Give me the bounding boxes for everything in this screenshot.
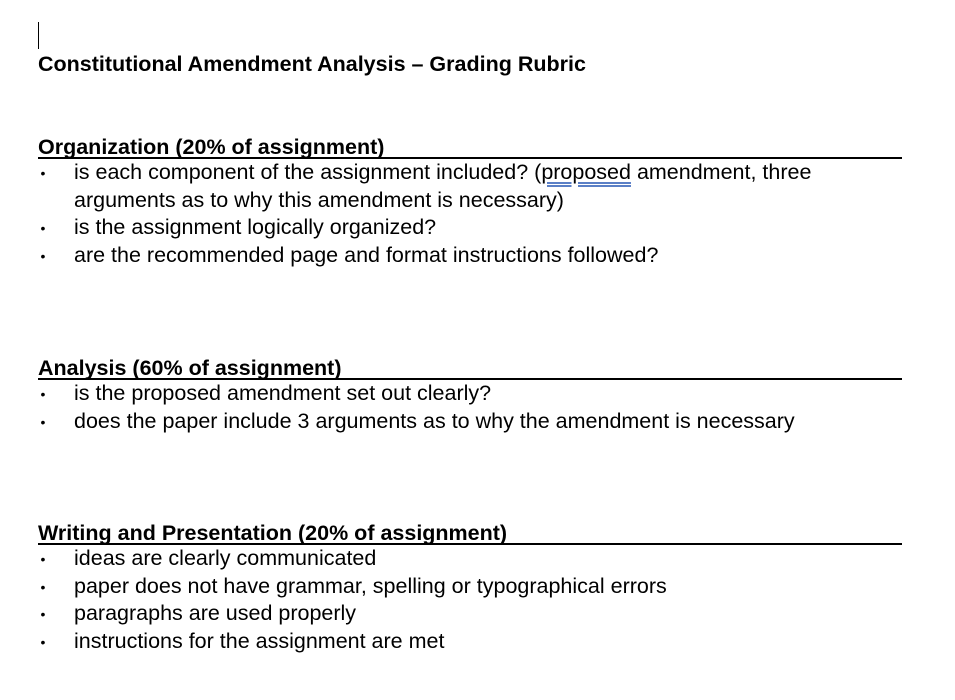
bullet-icon: • bbox=[40, 220, 46, 236]
list-item bbox=[38, 600, 902, 628]
section-organization bbox=[38, 135, 902, 269]
section-analysis bbox=[38, 356, 902, 435]
writing-criteria-list bbox=[38, 545, 902, 655]
criterion-text: is the proposed amendment set out clearly? bbox=[74, 381, 492, 405]
bullet-icon: • bbox=[40, 551, 46, 567]
list-item bbox=[38, 628, 902, 656]
document-title: Constitutional Amendment Analysis – Grading Rubric bbox=[38, 52, 586, 76]
analysis-criteria-list bbox=[38, 380, 902, 435]
list-item bbox=[38, 214, 902, 242]
section-writing-presentation bbox=[38, 521, 902, 655]
criterion-text: are the recommended page and format instructions followed? bbox=[74, 242, 659, 267]
criterion-text-end: amendment, three arguments as to why this amendment is necessary) bbox=[74, 160, 812, 212]
list-item bbox=[38, 380, 902, 408]
list-item bbox=[38, 159, 902, 214]
bullet-icon: • bbox=[40, 606, 46, 622]
text-cursor bbox=[38, 22, 39, 49]
criterion-text: paper does not have grammar, spelling or typographical errors bbox=[74, 573, 667, 598]
criterion-text: instructions for the assignment are met bbox=[74, 628, 445, 653]
criterion-text: does the paper include 3 arguments as to why the amendment is necessary bbox=[74, 408, 795, 433]
section-heading-analysis: Analysis (60% of assignment) bbox=[38, 356, 902, 380]
bullet-icon: • bbox=[40, 247, 46, 264]
list-item bbox=[38, 573, 902, 601]
section-heading-organization: Organization (20% of assignment) bbox=[38, 135, 902, 159]
list-item bbox=[38, 242, 902, 270]
bullet-icon: • bbox=[40, 578, 46, 595]
organization-criteria-list bbox=[38, 159, 902, 269]
section-heading-writing-presentation: Writing and Presentation (20% of assignment) bbox=[38, 521, 902, 545]
criterion-text: paragraphs are used properly bbox=[74, 601, 357, 625]
criterion-text: is the assignment logically organized? bbox=[74, 215, 437, 239]
criterion-text: ideas are clearly communicated bbox=[74, 546, 377, 570]
bullet-icon: • bbox=[40, 386, 46, 402]
list-item bbox=[38, 545, 902, 573]
grammar-flagged-word[interactable]: proposed bbox=[541, 160, 631, 184]
bullet-icon: • bbox=[40, 633, 46, 650]
list-item bbox=[38, 408, 902, 436]
bullet-icon: • bbox=[40, 413, 46, 430]
criterion-text-start: is each component of the assignment included? ( bbox=[74, 160, 542, 184]
bullet-icon: • bbox=[40, 165, 46, 181]
